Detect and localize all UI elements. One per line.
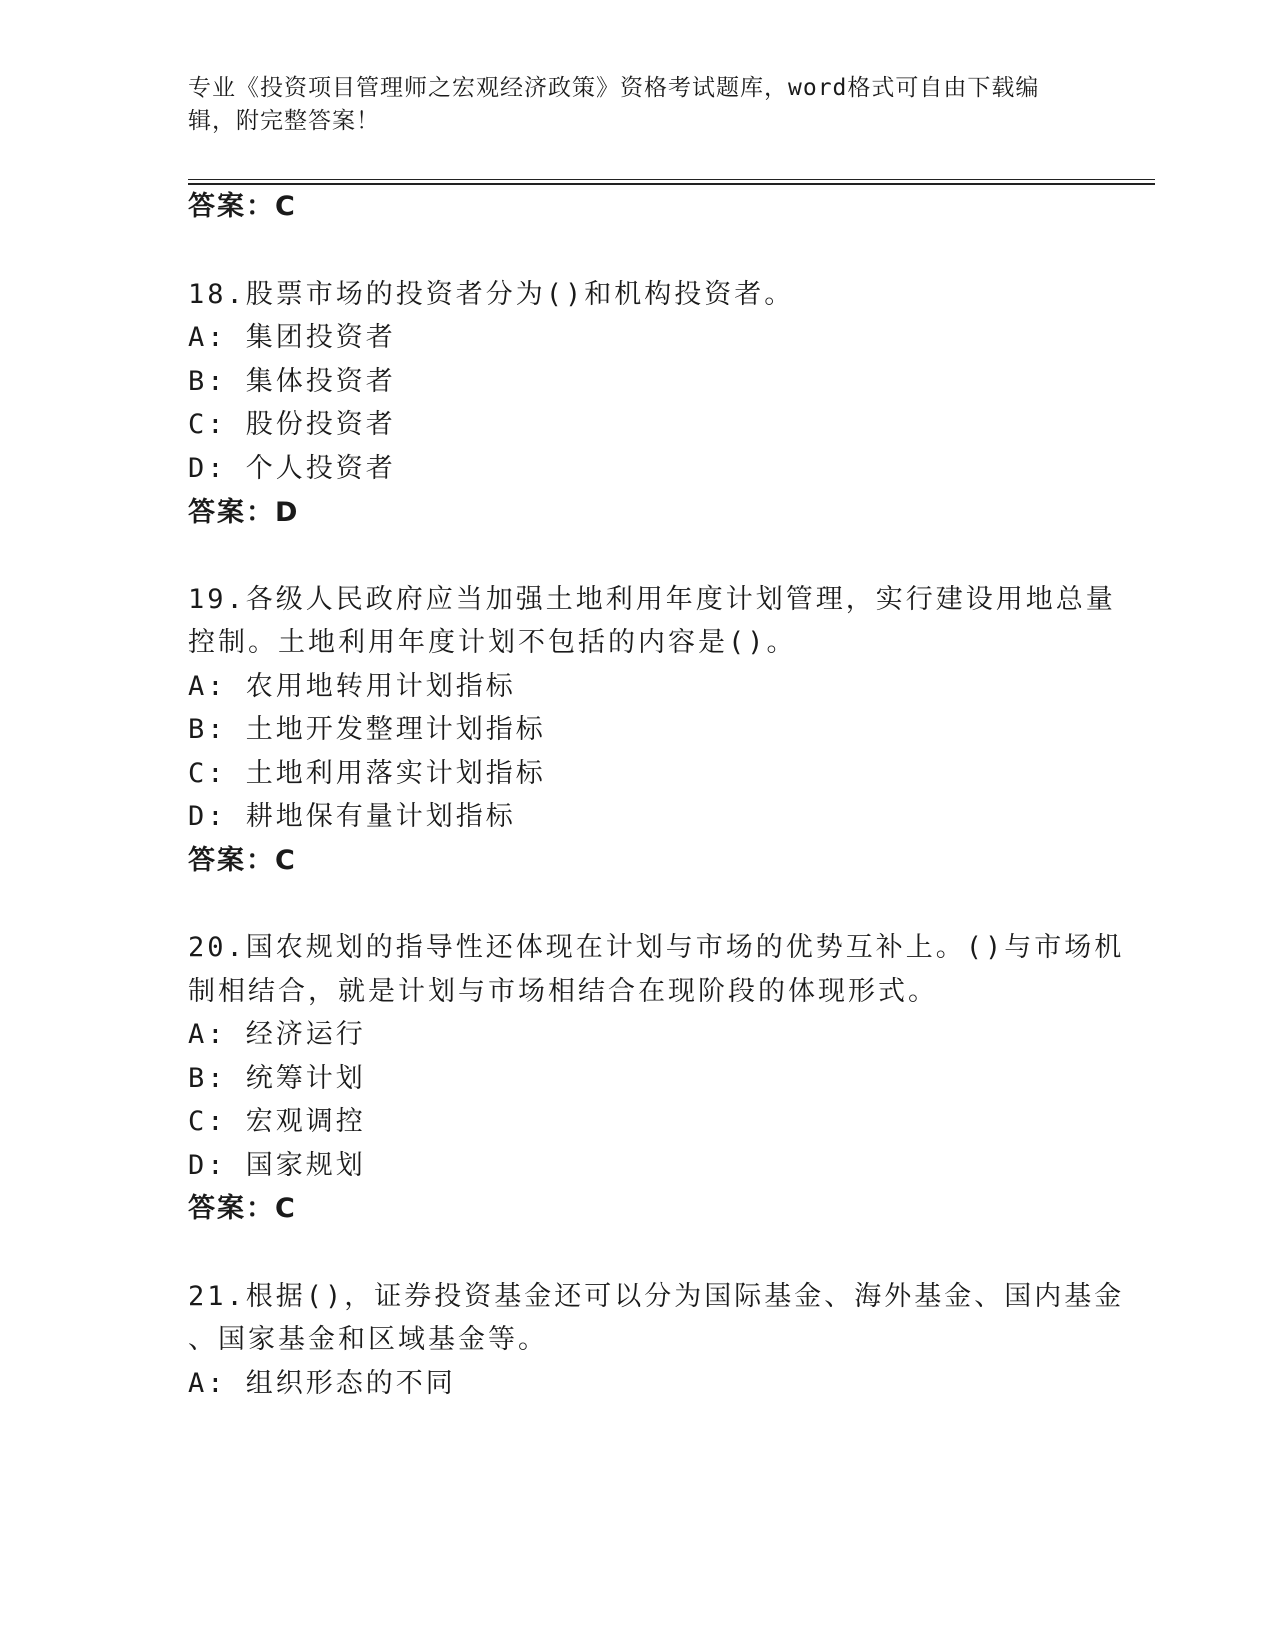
question-20-stem-line-2: 制相结合，就是计划与市场相结合在现阶段的体现形式。 xyxy=(188,976,938,1007)
question-18-option-a: A: 集团投资者 xyxy=(188,322,396,353)
question-21-stem-line-1: 21.根据()，证券投资基金还可以分为国际基金、海外基金、国内基金 xyxy=(188,1281,1125,1312)
header-line-1: 专业《投资项目管理师之宏观经济政策》资格考试题库，word格式可自由下载编 xyxy=(188,75,1040,101)
question-19-stem-line-1: 19.各级人民政府应当加强土地利用年度计划管理，实行建设用地总量 xyxy=(188,584,1116,615)
question-21-stem-line-2: 、国家基金和区域基金等。 xyxy=(188,1324,548,1355)
question-18-option-b: B: 集体投资者 xyxy=(188,366,396,397)
header-line-2: 辑，附完整答案！ xyxy=(188,108,380,134)
question-19-option-c: C: 土地利用落实计划指标 xyxy=(188,758,546,789)
question-19-answer: 答案：C xyxy=(188,845,297,876)
question-18-option-d: D: 个人投资者 xyxy=(188,453,396,484)
question-20-option-c: C: 宏观调控 xyxy=(188,1106,366,1137)
question-18-stem: 18.股票市场的投资者分为()和机构投资者。 xyxy=(188,279,795,310)
question-19-stem-line-2: 控制。土地利用年度计划不包括的内容是()。 xyxy=(188,627,797,658)
question-20-option-a: A: 经济运行 xyxy=(188,1019,366,1050)
header-divider-thin xyxy=(188,179,1155,180)
question-19-option-b: B: 土地开发整理计划指标 xyxy=(188,714,546,745)
answer-line: 答案：C xyxy=(188,191,297,222)
question-18-answer: 答案：D xyxy=(188,497,300,528)
question-20-option-b: B: 统筹计划 xyxy=(188,1063,366,1094)
question-20-option-d: D: 国家规划 xyxy=(188,1150,366,1181)
question-18-option-c: C: 股份投资者 xyxy=(188,409,396,440)
question-20-answer: 答案：C xyxy=(188,1193,297,1224)
question-19-option-a: A: 农用地转用计划指标 xyxy=(188,671,516,702)
question-19-option-d: D: 耕地保有量计划指标 xyxy=(188,801,516,832)
header-divider-thick xyxy=(188,183,1155,185)
question-21-option-a: A: 组织形态的不同 xyxy=(188,1368,456,1399)
document-header xyxy=(188,72,1088,138)
question-20-stem-line-1: 20.国农规划的指导性还体现在计划与市场的优势互补上。()与市场机 xyxy=(188,932,1125,963)
